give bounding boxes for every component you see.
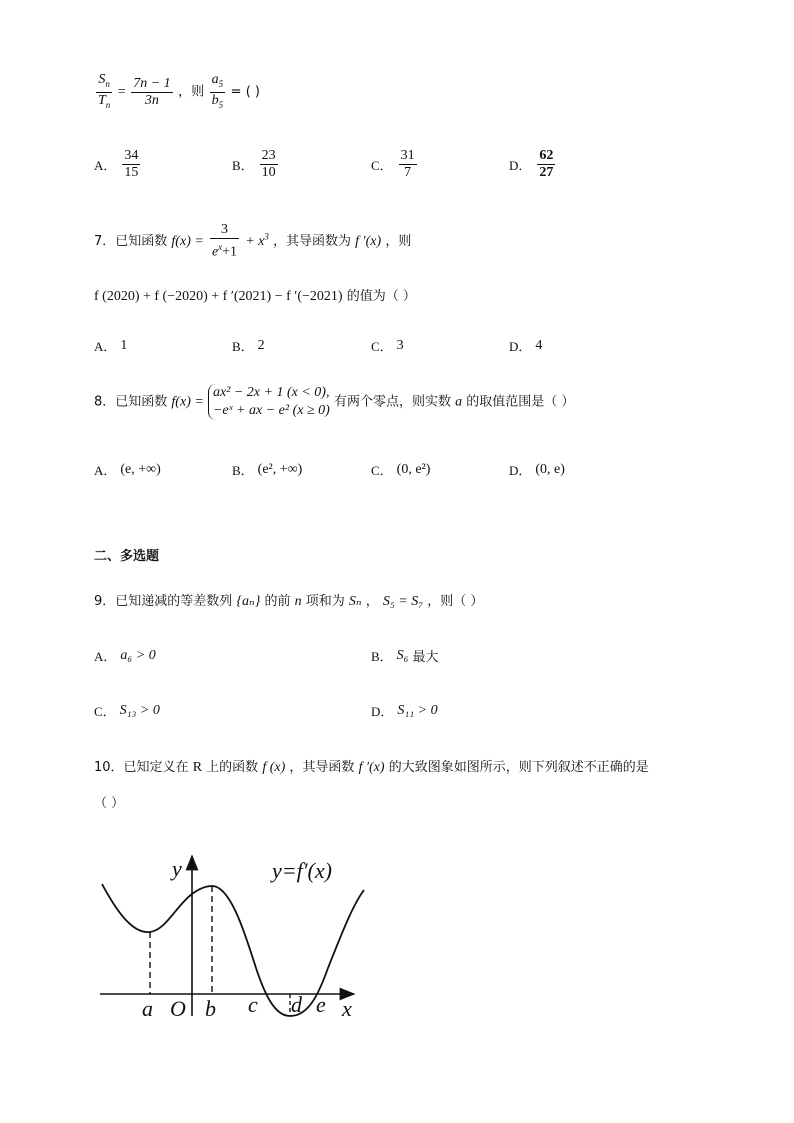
q10-stem-line2: （ ） (94, 796, 125, 811)
q6-ask-fraction: $\frac{a_5}{b_5}$ (211, 72, 224, 110)
q7-expression: f (2020) + f (−2020) + f ′(2021) − f ′(−2021) 的值为（ ） (94, 289, 416, 304)
point-b-label: b (205, 996, 216, 1021)
q8-option-c[interactable]: C． (0, e²) (371, 461, 431, 478)
origin-label: O (170, 996, 186, 1021)
point-d-label: d (291, 992, 302, 1017)
point-c-label: c (248, 992, 258, 1017)
q6-option-b[interactable]: B． $\frac{23}{10}$ (232, 148, 276, 180)
q6-option-d[interactable]: D． $\frac{62}{27}$ (509, 148, 554, 180)
q7-option-a[interactable]: A． 1 (94, 337, 128, 354)
point-e-label: e (316, 992, 326, 1017)
q7-option-d[interactable]: D． 4 (509, 337, 543, 354)
q6-option-a[interactable]: A． $\frac{34}{15}$ (94, 148, 139, 180)
section-title: 二、多选题 (94, 549, 160, 564)
derivative-graph (96, 850, 386, 1030)
q6-stem: $\frac{S_n}{T_n}$ = $\frac{7n - 1}{3n}$ ，则 $\frac{a_5}{b_5}$ = ( ) (94, 72, 260, 113)
q8-option-b[interactable]: B． (e², +∞) (232, 461, 303, 478)
point-a-label: a (142, 996, 153, 1021)
q7-option-b[interactable]: B． 2 (232, 337, 265, 354)
q8-stem: 8．已知函数 f(x) = ax² − 2x + 1 (x < 0), −eˣ + ax − e² (x ≥ 0) 有两个零点，则实数 a 的取值范围是（ ） (94, 385, 575, 418)
q9-option-c[interactable]: C． S₁₃ > 0 (94, 702, 160, 719)
y-axis-label: y (172, 856, 182, 881)
q9-stem: 9．已知递减的等差数列 {aₙ} 的前 n 项和为 Sₙ ， S₅ = S₇ ，则（ ） (94, 594, 484, 609)
q10-stem: 10．已知定义在 R 上的函数 f (x) ，其导函数 f ′(x) 的大致图象如图所示，则下列叙述不正确的是 (94, 760, 649, 775)
q6-lhs-fraction: $\frac{S_n}{T_n}$ (98, 72, 111, 110)
q8-option-a[interactable]: A． (e, +∞) (94, 461, 161, 478)
q6-rhs-fraction: $\frac{7n - 1}{3n}$ (133, 75, 171, 108)
q9-option-b[interactable]: B． S₆ 最大 (371, 647, 439, 665)
q8-piecewise: ax² − 2x + 1 (x < 0), −eˣ + ax − e² (x ≥ 0) (208, 384, 330, 420)
q7-stem: 7．已知函数 f(x) = $\frac{3}{e^x+1}$ + $x^3$ ，其导函数为 f ′(x) ，则 (94, 222, 412, 260)
q9-option-a[interactable]: A． a₆ > 0 (94, 647, 156, 664)
q6-option-c[interactable]: C． $\frac{31}{7}$ (371, 148, 415, 180)
q7-fraction: $\frac{3}{e^x+1}$ (211, 222, 238, 260)
x-axis-label: x (342, 996, 352, 1021)
q7-option-c[interactable]: C． 3 (371, 337, 404, 354)
q9-option-d[interactable]: D． S₁₁ > 0 (371, 702, 438, 719)
q8-option-d[interactable]: D． (0, e) (509, 461, 565, 478)
curve-label: y=f′(x) (272, 858, 332, 883)
